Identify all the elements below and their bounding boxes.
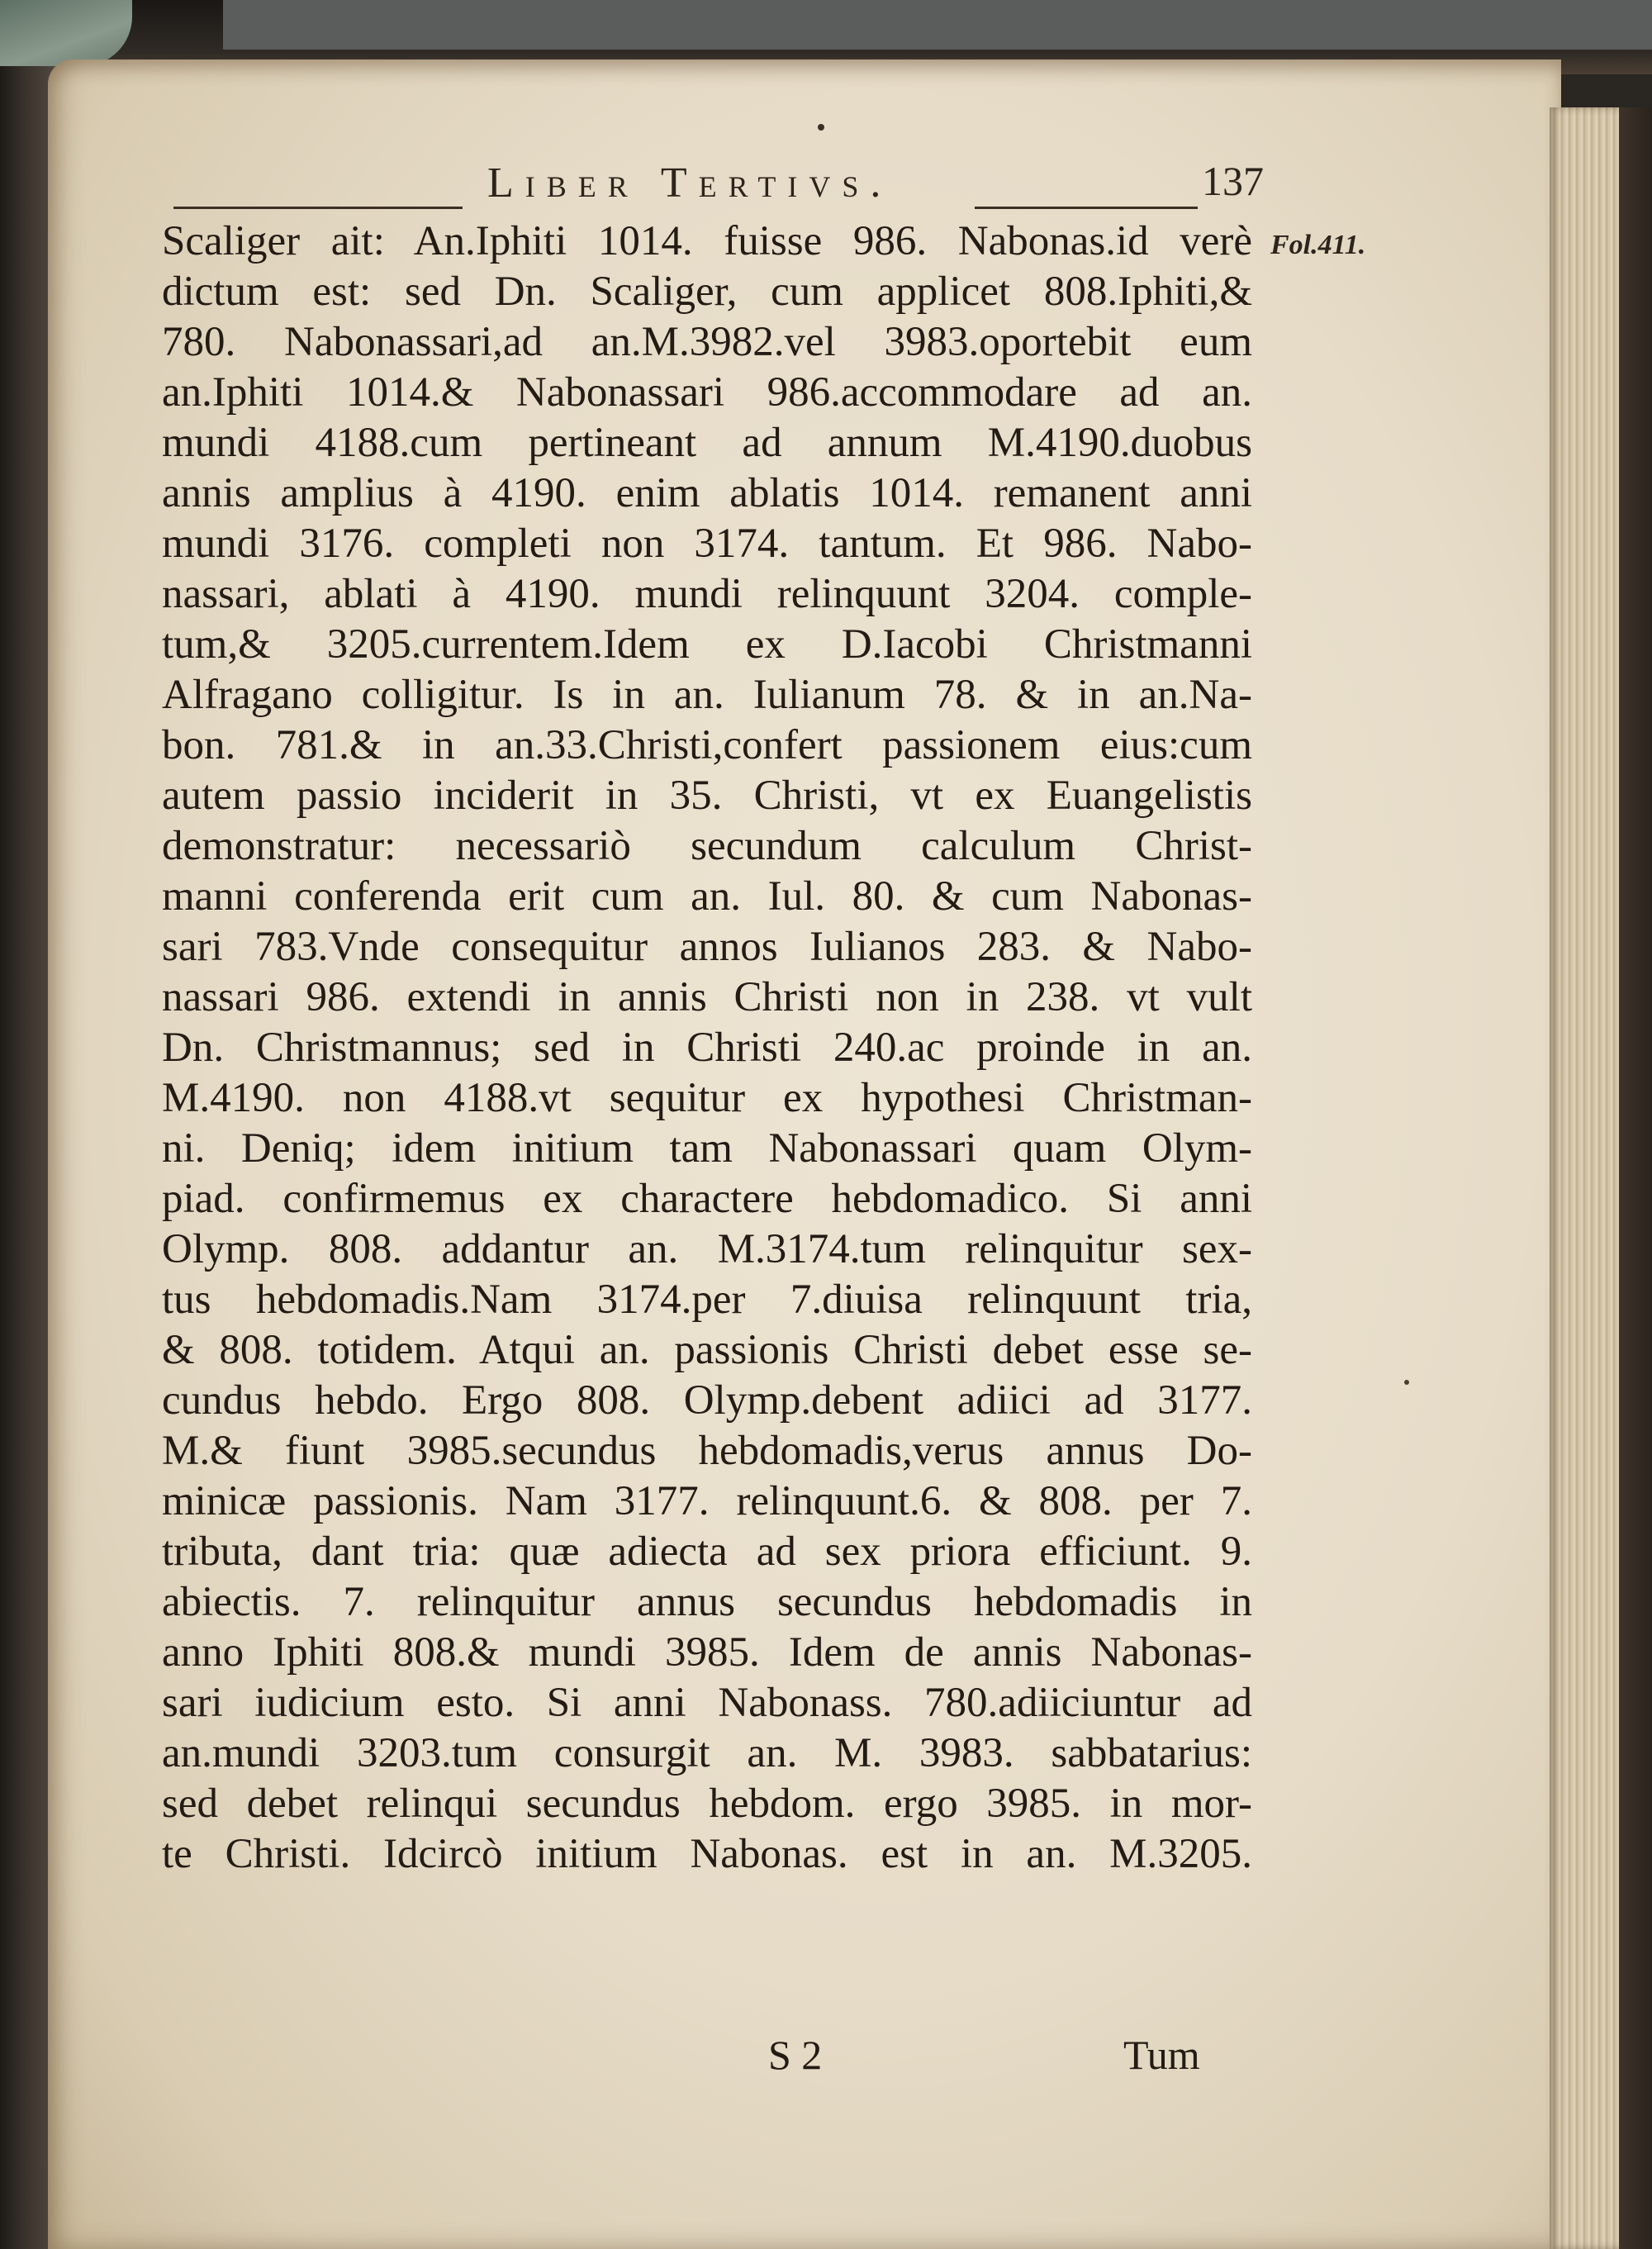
signature-mark: S 2 (768, 2032, 823, 2078)
text-line: 780. Nabonassari,ad an.M.3982.vel 3983.oportebit eum (162, 319, 1252, 365)
text-line: sari iudicium esto. Si anni Nabonass. 780.adiiciuntur ad (162, 1680, 1252, 1726)
body-text (162, 216, 1252, 1880)
text-line: te Christi. Idcircò initium Nabonas. est in an. M.3205. (162, 1831, 1252, 1877)
text-line: dictum est: sed Dn. Scaliger, cum applicet 808.Iphiti,& (162, 269, 1252, 315)
text-line: Dn. Christmannus; sed in Christi 240.ac proinde in an. (162, 1025, 1252, 1071)
text-line: nassari, ablati à 4190. mundi relinquunt 3204. comple- (162, 571, 1252, 617)
ink-dot (818, 124, 824, 131)
text-line: bon. 781.& in an.33.Christi,confert passionem eius:cum (162, 722, 1252, 768)
text-line: M.& fiunt 3985.secundus hebdomadis,verus annus Do- (162, 1428, 1252, 1474)
text-line: tributa, dant tria: quæ adiecta ad sex priora efficiunt. 9. (162, 1529, 1252, 1575)
text-line: anno Iphiti 808.& mundi 3985. Idem de annis Nabonas- (162, 1629, 1252, 1676)
text-line: minicæ passionis. Nam 3177. relinquunt.6. & 808. per 7. (162, 1478, 1252, 1524)
text-line: & 808. totidem. Atqui an. passionis Christi debet esse se- (162, 1327, 1252, 1373)
text-line: annis amplius à 4190. enim ablatis 1014. remanent anni (162, 470, 1252, 516)
page-number: 137 (1202, 158, 1264, 204)
text-line: cundus hebdo. Ergo 808. Olymp.debent adiici ad 3177. (162, 1377, 1252, 1424)
gray-background-card (223, 0, 1652, 50)
text-line: M.4190. non 4188.vt sequitur ex hypothesi Christman- (162, 1075, 1252, 1121)
text-line: mundi 3176. completi non 3174. tantum. Et 986. Nabo- (162, 521, 1252, 567)
text-line: autem passio inciderit in 35. Christi, vt ex Euangelistis (162, 773, 1252, 819)
text-line: an.Iphiti 1014.& Nabonassari 986.accommodare ad an. (162, 369, 1252, 416)
ink-speck (1404, 1380, 1409, 1385)
text-line: Alfragano colligitur. Is in an. Iulianum 78. & in an.Na- (162, 672, 1252, 718)
text-line: demonstratur: necessariò secundum calculum Christ- (162, 823, 1252, 869)
cover-edge (1619, 107, 1652, 2249)
text-line: tus hebdomadis.Nam 3174.per 7.diuisa relinquunt tria, (162, 1277, 1252, 1323)
text-line: abiectis. 7. relinquitur annus secundus hebdomadis in (162, 1579, 1252, 1625)
catchword: Tum (1123, 2032, 1200, 2078)
header-rule-right (975, 207, 1198, 209)
green-ribbon-corner (0, 0, 132, 66)
text-line: Scaliger ait: An.Iphiti 1014. fuisse 986. Nabonas.id verè (162, 218, 1252, 264)
text-line: manni conferenda erit cum an. Iul. 80. & cum Nabonas- (162, 873, 1252, 920)
text-line: nassari 986. extendi in annis Christi non in 238. vt vult (162, 974, 1252, 1020)
running-title: Liber Tertivs. (487, 159, 893, 207)
marginal-note: Fol.411. (1270, 230, 1366, 260)
text-line: an.mundi 3203.tum consurgit an. M. 3983. sabbatarius: (162, 1730, 1252, 1776)
header-rule-left (173, 207, 463, 209)
text-line: mundi 4188.cum pertineant ad annum M.4190.duobus (162, 420, 1252, 466)
text-line: sari 783.Vnde consequitur annos Iulianos 283. & Nabo- (162, 924, 1252, 970)
text-line: piad. confirmemus ex charactere hebdomadico. Si anni (162, 1176, 1252, 1222)
text-line: tum,& 3205.currentem.Idem ex D.Iacobi Christmanni (162, 621, 1252, 668)
text-line: Olymp. 808. addantur an. M.3174.tum relinquitur sex- (162, 1226, 1252, 1272)
text-line: ni. Deniq; idem initium tam Nabonassari quam Olym- (162, 1125, 1252, 1172)
text-line: sed debet relinqui secundus hebdom. ergo 3985. in mor- (162, 1781, 1252, 1827)
